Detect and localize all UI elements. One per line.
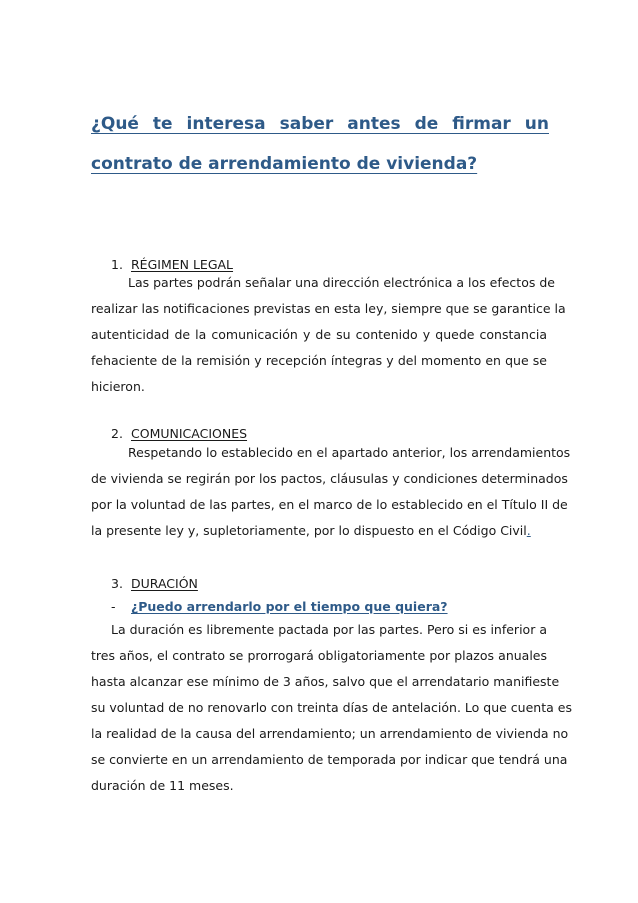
section-heading-duracion <box>111 576 198 592</box>
paragraph-line: la realidad de la causa del arrendamiento; un arrendamiento de vivienda no <box>91 726 569 741</box>
paragraph-line: fehaciente de la remisión y recepción íntegras y del momento en que se <box>91 353 547 368</box>
paragraph-line: Las partes podrán señalar una dirección electrónica a los efectos de <box>128 275 555 290</box>
section-heading-label: COMUNICACIONES <box>131 426 248 441</box>
paragraph-line: Respetando lo establecido en el apartado anterior, los arrendamientos <box>128 445 571 460</box>
paragraph-line: duración de 11 meses. <box>91 778 234 793</box>
paragraph-line: hicieron. <box>91 379 145 394</box>
paragraph-line: La duración es libremente pactada por las partes. Pero si es inferior a <box>111 622 547 637</box>
paragraph-line-text: la presente ley y, supletoriamente, por lo dispuesto en el Código Civil <box>91 523 527 538</box>
paragraph-line: su voluntad de no renovarlo con treinta días de antelación. Lo que cuenta es <box>91 700 572 715</box>
title-line-1: ¿Qué te interesa saber antes de firmar un <box>91 114 549 134</box>
paragraph-line-with-mark <box>91 518 547 544</box>
paragraph-line: hasta alcanzar ese mínimo de 3 años, salvo que el arrendatario manifieste <box>91 674 560 689</box>
section-number: 1. <box>111 257 123 272</box>
faq-question-link[interactable]: ¿Puedo arrendarlo por el tiempo que quiera? <box>131 599 448 614</box>
section-number: 2. <box>111 426 123 441</box>
title-line-2: contrato de arrendamiento de vivienda? <box>91 154 478 174</box>
list-dash: - <box>111 599 116 614</box>
section-heading-label: DURACIÓN <box>131 576 198 591</box>
section-body-regimen-legal <box>91 270 566 400</box>
section-body-duracion <box>91 617 572 799</box>
document-title <box>91 104 549 184</box>
section-body-comunicaciones <box>91 440 571 544</box>
paragraph-line: por la voluntad de las partes, en el marco de lo establecido en el Título II de <box>91 497 568 512</box>
paragraph-line: de vivienda se regirán por los pactos, cláusulas y condiciones determinados <box>91 471 568 486</box>
section-heading-label: RÉGIMEN LEGAL <box>131 257 234 272</box>
faq-question <box>111 599 448 615</box>
paragraph-line: autenticidad de la comunicación y de su contenido y quede constancia <box>91 327 547 342</box>
trailing-link-mark[interactable]: . <box>526 523 531 538</box>
paragraph-line: se convierte en un arrendamiento de temporada por indicar que tendrá una <box>91 752 568 767</box>
paragraph-line: realizar las notificaciones previstas en esta ley, siempre que se garantice la <box>91 301 566 316</box>
paragraph-line: tres años, el contrato se prorrogará obligatoriamente por plazos anuales <box>91 648 547 663</box>
section-number: 3. <box>111 576 123 591</box>
